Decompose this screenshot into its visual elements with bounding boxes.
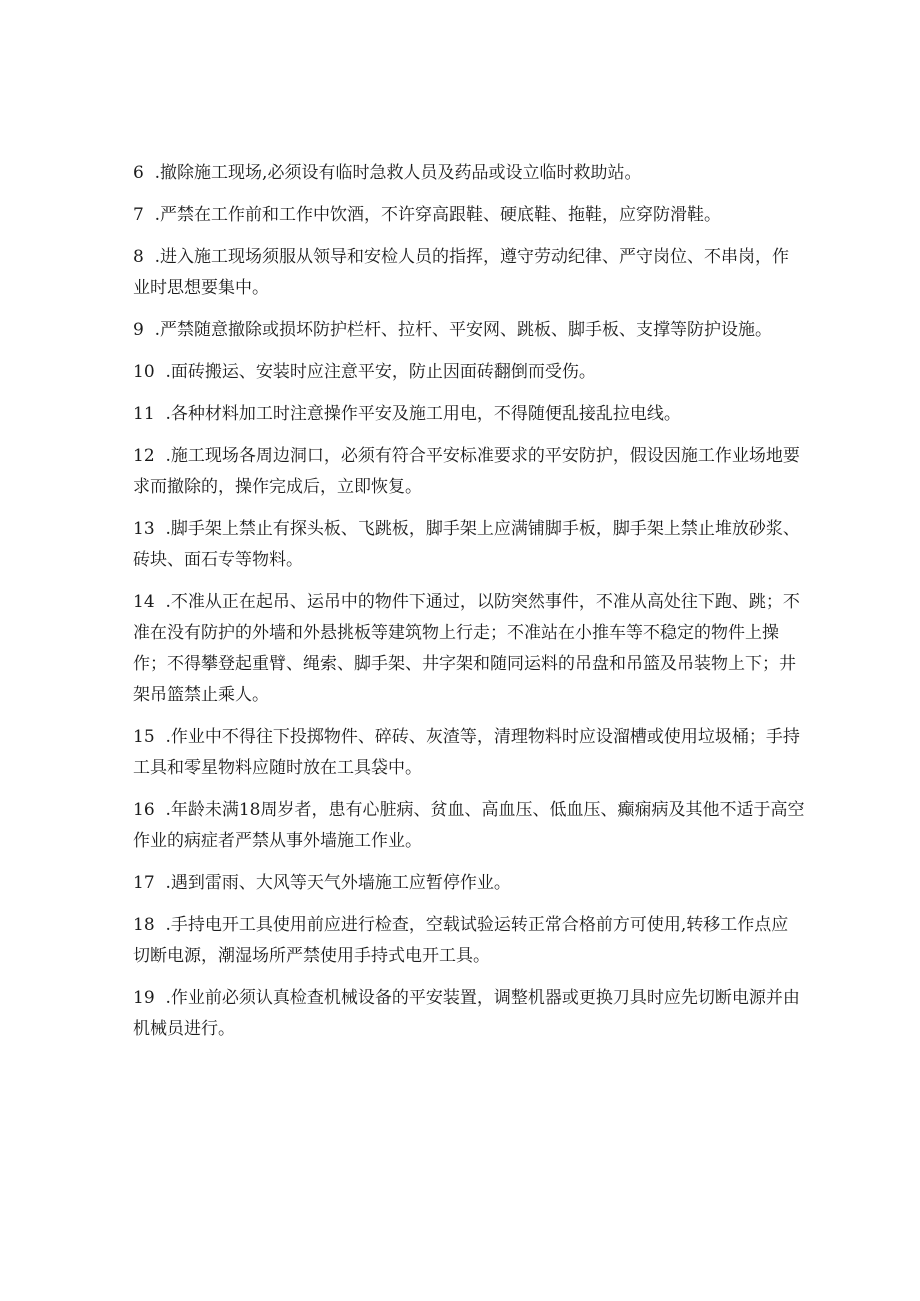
list-item	[133, 983, 805, 1045]
list-item	[133, 514, 805, 576]
item-number: 13	[133, 519, 155, 539]
item-text: .严禁在工作前和工作中饮酒，不许穿高跟鞋、硬底鞋、拖鞋，应穿防滑鞋。	[154, 205, 722, 225]
item-text: .年龄未满18周岁者，患有心脏病、贫血、高血压、低血压、癫痫病及其他不适于高空作业的病症者严禁从事外墙施工作业。	[133, 800, 805, 851]
item-number: 19	[133, 988, 155, 1008]
item-number: 15	[133, 727, 155, 747]
item-text: .严禁随意撤除或损坏防护栏杆、拉杆、平安网、跳板、脚手板、支撑等防护设施。	[154, 320, 773, 340]
item-text: .手持电开工具使用前应进行检查，空载试验运转正常合格前方可使用,转移工作点应切断电源，潮湿场所严禁使用手持式电开工具。	[133, 915, 789, 966]
item-text: .撤除施工现场,必须设有临时急救人员及药品或设立临时救助站。	[154, 163, 642, 183]
list-item	[133, 795, 805, 857]
item-text: .作业前必须认真检查机械设备的平安装置，调整机器或更换刀具时应先切断电源并由机械员进行。	[133, 988, 800, 1039]
item-number: 16	[133, 800, 155, 820]
list-item	[133, 910, 805, 972]
item-text: .各种材料加工时注意操作平安及施工用电，不得随便乱接乱拉电线。	[165, 404, 681, 424]
list-item	[133, 587, 805, 711]
list-item	[133, 200, 805, 231]
item-text: .面砖搬运、安装时应注意平安，防止因面砖翻倒而受伤。	[165, 362, 596, 382]
list-item	[133, 399, 805, 430]
list-item	[133, 722, 805, 784]
list-item	[133, 315, 805, 346]
item-number: 11	[133, 404, 155, 424]
document-body	[133, 158, 805, 1056]
item-number: 6	[133, 163, 144, 183]
item-number: 9	[133, 320, 144, 340]
list-item	[133, 357, 805, 388]
item-text: .施工现场各周边洞口，必须有符合平安标准要求的平安防护，假设因施工作业场地要求而撤除的，操作完成后，立即恢复。	[133, 446, 800, 497]
list-item	[133, 441, 805, 503]
item-text: .遇到雷雨、大风等天气外墙施工应暂停作业。	[165, 873, 511, 893]
list-item	[133, 158, 805, 189]
item-number: 18	[133, 915, 155, 935]
item-text: .作业中不得往下投掷物件、碎砖、灰渣等，清理物料时应设溜槽或使用垃圾桶；手持工具和零星物料应随时放在工具袋中。	[133, 727, 800, 778]
list-item	[133, 868, 805, 899]
item-number: 7	[133, 205, 144, 225]
item-number: 10	[133, 362, 155, 382]
item-number: 8	[133, 247, 144, 267]
item-number: 17	[133, 873, 155, 893]
item-text: .脚手架上禁止有探头板、飞跳板，脚手架上应满铺脚手板，脚手架上禁止堆放砂浆、砖块、面石专等物料。	[133, 519, 800, 570]
item-text: .进入施工现场须服从领导和安检人员的指挥，遵守劳动纪律、严守岗位、不串岗，作业时思想要集中。	[133, 247, 790, 298]
item-number: 14	[133, 592, 155, 612]
item-text: .不准从正在起吊、运吊中的物件下通过，以防突然事件，不准从高处往下跑、跳；不准在没有防护的外墙和外悬挑板等建筑物上行走；不准站在小推车等不稳定的物件上操作；不得攀登起重臂、绳索、脚手架、井字架和随同运料的吊盘和吊篮及吊装物上下；井架吊篮禁止乘人。	[133, 592, 800, 705]
list-item	[133, 242, 805, 304]
item-number: 12	[133, 446, 155, 466]
